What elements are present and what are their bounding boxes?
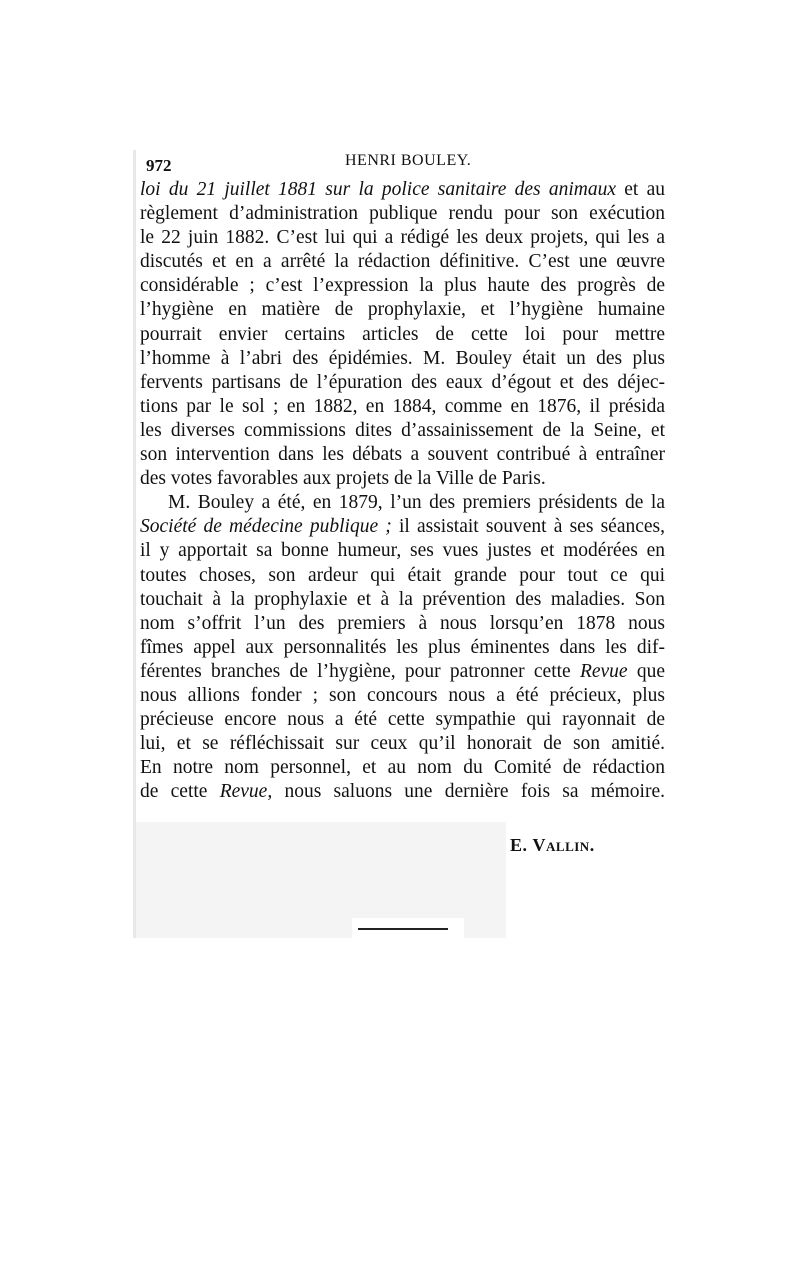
- paragraph-2: [140, 491, 665, 804]
- header-title: HENRI BOULEY.: [345, 152, 472, 169]
- page-number: 972: [146, 156, 172, 175]
- journal-title: Revue,: [219, 781, 273, 803]
- text-line: des votes favorables aux projets de la Ville de Paris.: [140, 468, 546, 490]
- document-page: [140, 150, 665, 804]
- text-line: les diverses commissions dites d’assainissement de la Seine, et: [140, 419, 665, 441]
- text-line: fervents partisans de l’épuration des eaux d’égout et des déjec-: [140, 371, 665, 393]
- text-line: règlement d’administration publique rendu pour son exécution: [140, 203, 665, 225]
- text-line: considérable ; c’est l’expression la plus haute des progrès de: [140, 275, 665, 297]
- society-name: Société de médecine publique ;: [140, 516, 392, 538]
- text-line: lui, et se réfléchissait sur ceux qu’il honorait de son amitié.: [140, 733, 665, 755]
- text-line: précieuse encore nous a été cette sympathie qui rayonnait de: [140, 709, 665, 731]
- text-line: son intervention dans les débats a souvent contribué à entraîner: [140, 444, 665, 466]
- text-line: de cette Revue, nous saluons une dernière fois sa mémoire.: [140, 781, 665, 803]
- scan-edge: [133, 150, 136, 938]
- text-line: l’homme à l’abri des épidémies. M. Bouley était un des plus: [140, 347, 665, 369]
- text-line: Société de médecine publique ; il assistait souvent à ses séances,: [140, 516, 666, 538]
- text-line: il y apportait sa bonne humeur, ses vues justes et modérées en: [140, 540, 665, 562]
- text-line: touchait à la prophylaxie et à la prévention des maladies. Son: [140, 588, 665, 610]
- text-line: férentes branches de l’hygiène, pour patronner cette Revue que: [140, 660, 666, 682]
- text-line: M. Bouley a été, en 1879, l’un des premiers présidents de la: [168, 492, 665, 514]
- text-line: fîmes appel aux personnalités les plus éminentes dans les dif-: [140, 636, 665, 658]
- text-line: pourrait envier certains articles de cette loi pour mettre: [140, 323, 665, 345]
- paragraph-1: [140, 178, 665, 491]
- author-signature: [510, 835, 595, 856]
- journal-title: Revue: [579, 660, 628, 682]
- signature-initial: E.: [510, 835, 528, 855]
- text-line: loi du 21 juillet 1881 sur la police sanitaire des animaux et au: [140, 179, 665, 200]
- law-title: loi du 21 juillet 1881 sur la police sanitaire des animaux: [140, 179, 617, 200]
- text-line: toutes choses, son ardeur qui était grande pour tout ce qui: [140, 564, 665, 586]
- end-rule: [358, 928, 448, 930]
- text-line: l’hygiène en matière de prophylaxie, et l’hygiène humaine: [140, 299, 665, 321]
- text-line: discutés et en a arrêté la rédaction définitive. C’est une œuvre: [140, 251, 665, 273]
- signature-surname: Vallin.: [532, 835, 595, 855]
- text-line: tions par le sol ; en 1882, en 1884, comme en 1876, il présida: [140, 395, 665, 417]
- running-head: [140, 150, 665, 178]
- text-line: nom s’offrit l’un des premiers à nous lorsqu’en 1878 nous: [140, 612, 665, 634]
- text-line: En notre nom personnel, et au nom du Comité de rédaction: [140, 757, 665, 779]
- text-line: nous allions fonder ; son concours nous a été précieux, plus: [140, 684, 665, 706]
- text-line: le 22 juin 1882. C’est lui qui a rédigé les deux projets, qui les a: [140, 227, 665, 249]
